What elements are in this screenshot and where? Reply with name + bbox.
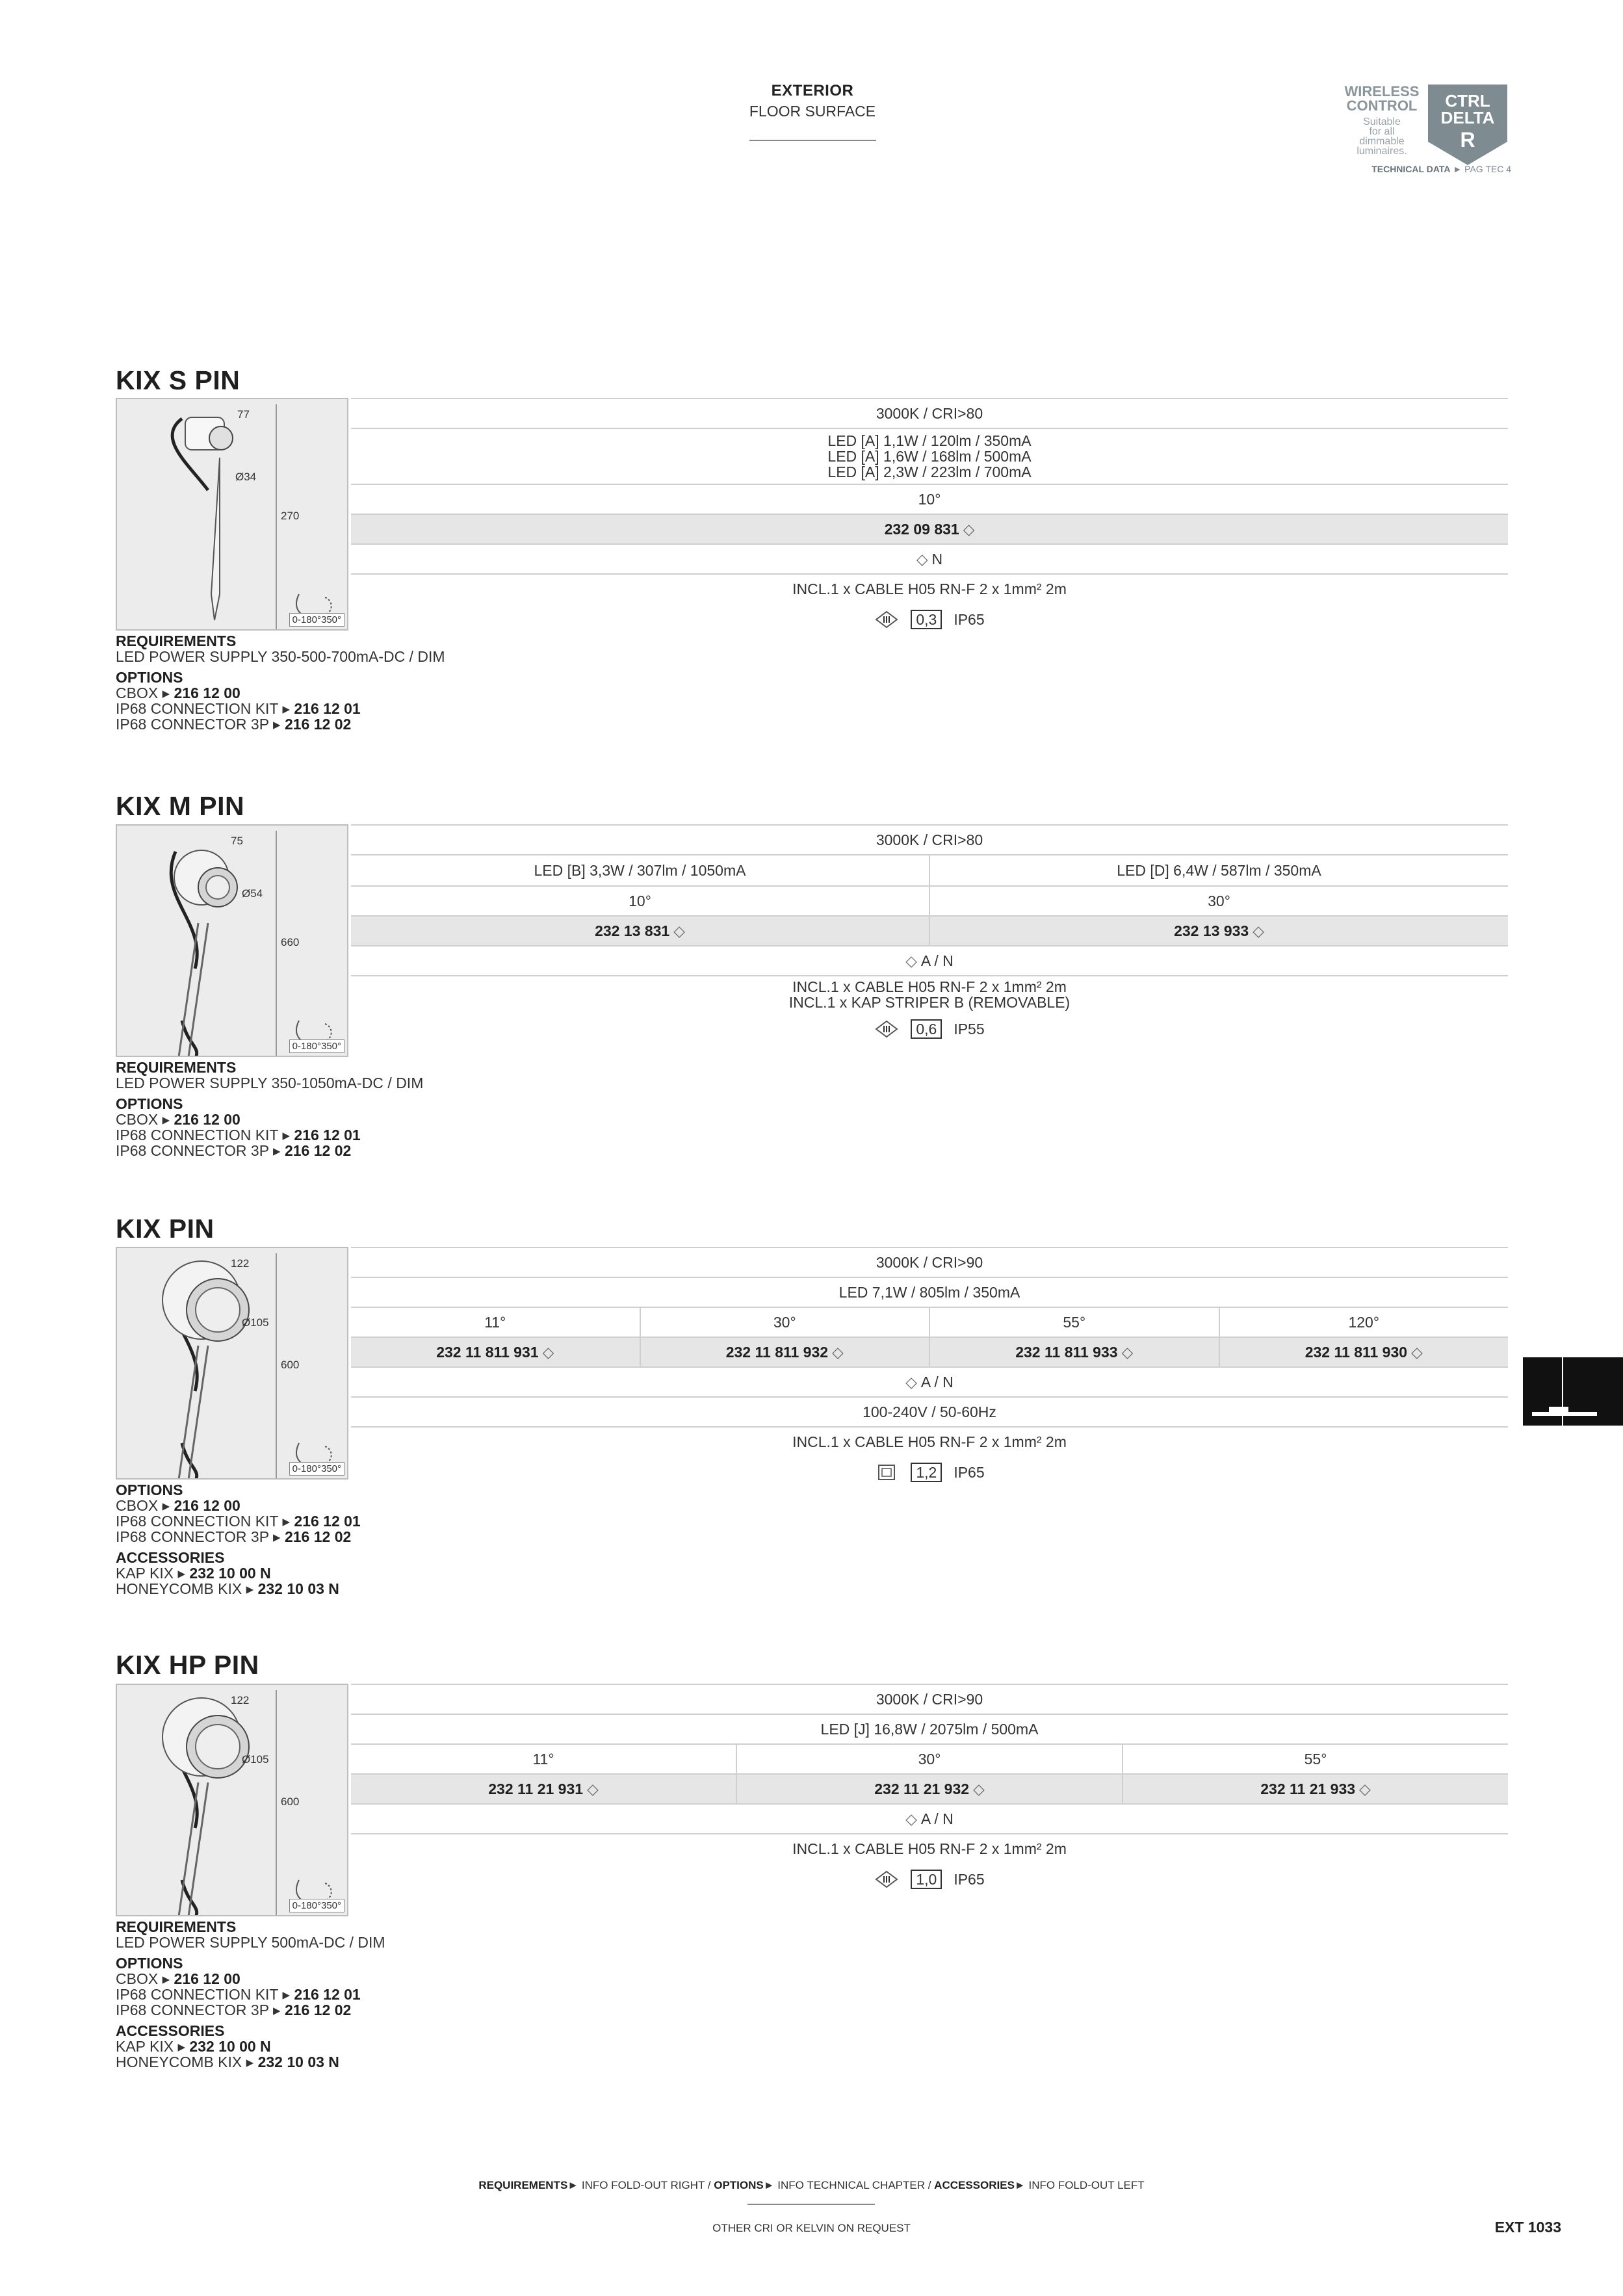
code-row-cell <box>1219 1338 1509 1366</box>
led-row-value: LED [J] 16,8W / 2075lm / 500mA <box>820 1721 1039 1738</box>
led-spec: LED [A] 1,1W / 120lm / 350mA <box>827 432 1032 449</box>
product-drawing <box>116 398 348 631</box>
notes-line <box>116 1112 423 1127</box>
cri-row <box>351 824 1508 854</box>
diamond-icon: ◇ <box>905 1374 917 1390</box>
finish-value: A / N <box>920 1374 954 1390</box>
led-row <box>351 854 1508 885</box>
notes-text: IP68 CONNECTION KIT ▸ <box>116 700 294 717</box>
fixture-drawing-icon <box>117 399 347 629</box>
beam-row <box>351 484 1508 514</box>
beam-row-value: 10° <box>629 893 651 909</box>
accessory-code: 216 12 01 <box>294 1513 361 1530</box>
page-header <box>682 82 942 141</box>
led-row-cell <box>351 429 1508 484</box>
dimension-height: 270 <box>281 510 300 522</box>
fixture-drawing-icon <box>117 1248 347 1478</box>
fixture-drawing-icon <box>117 1685 347 1915</box>
diamond-icon: ◇ <box>1253 922 1264 939</box>
wireless-control-label: WIRELESS CONTROL <box>1344 83 1420 114</box>
product-title: KIX S PIN <box>116 365 240 395</box>
code-row-value: 232 11 811 931 <box>436 1344 539 1361</box>
accessory-code: 216 12 01 <box>294 700 361 717</box>
product-drawing <box>116 1247 348 1480</box>
notes-text: IP68 CONNECTOR 3P ▸ <box>116 2002 285 2018</box>
notes-line <box>116 2002 385 2018</box>
finish-row <box>351 543 1508 573</box>
arrow-icon: ► <box>1453 164 1462 174</box>
diamond-icon: ◇ <box>905 952 917 969</box>
beam-row-value: 11° <box>532 1751 554 1768</box>
code-row-cell <box>736 1775 1122 1803</box>
ip-rating: IP65 <box>954 1871 985 1888</box>
code-row-cell <box>929 917 1508 945</box>
cri-row-cell <box>351 399 1508 428</box>
diamond-icon: ◇ <box>905 1810 917 1827</box>
code-row-value: 232 09 831 <box>884 521 959 538</box>
accessory-code: 216 12 02 <box>284 716 352 733</box>
arrow-icon: ► <box>1014 2179 1026 2191</box>
rotation-range: 0-180°350° <box>289 1462 344 1476</box>
ip-row <box>351 1013 1508 1045</box>
product-drawing <box>116 824 348 1057</box>
led-row <box>351 1714 1508 1743</box>
fixture-drawing-icon <box>117 826 347 1056</box>
beam-row-value: 120° <box>1348 1314 1380 1331</box>
class-iii-icon <box>874 1019 899 1039</box>
notes-text: LED POWER SUPPLY 350-500-700mA-DC / DIM <box>116 648 445 665</box>
header-divider <box>749 140 876 141</box>
product-title: KIX HP PIN <box>116 1650 259 1680</box>
notes-text: LED POWER SUPPLY 350-1050mA-DC / DIM <box>116 1075 424 1091</box>
dimension-height: 600 <box>281 1359 300 1371</box>
diamond-icon: ◇ <box>832 1344 844 1361</box>
accessory-code: 216 12 01 <box>294 1127 361 1143</box>
dimension-width: 122 <box>231 1257 250 1270</box>
notes-text: IP68 CONNECTOR 3P ▸ <box>116 716 285 733</box>
beam-row-cell <box>351 1745 736 1773</box>
led-row <box>351 1277 1508 1307</box>
beam-row <box>351 1743 1508 1773</box>
led-row-value: LED 7,1W / 805lm / 350mA <box>838 1284 1020 1301</box>
ip-cell <box>351 603 1508 636</box>
dimension-width: 122 <box>231 1694 250 1706</box>
code-row-cell <box>351 917 929 945</box>
code-row-cell <box>640 1338 929 1366</box>
notes-line <box>116 701 445 716</box>
notes-text: IP68 CONNECTOR 3P ▸ <box>116 1528 285 1545</box>
code-row-value: 232 11 811 932 <box>725 1344 829 1361</box>
spec-table <box>351 1247 1508 1489</box>
cri-row <box>351 1247 1508 1277</box>
product-drawing <box>116 1684 348 1916</box>
notes-line <box>116 1581 361 1597</box>
dimension-height: 600 <box>281 1795 300 1808</box>
included-item: INCL.1 x KAP STRIPER B (REMOVABLE) <box>788 994 1071 1011</box>
notes-text: IP68 CONNECTOR 3P ▸ <box>116 1142 285 1159</box>
accessory-code: 216 12 01 <box>294 1986 361 2003</box>
delta-label: DELTA <box>1440 108 1495 127</box>
arrow-icon: ► <box>763 2179 775 2191</box>
beam-row-value: 10° <box>918 491 941 508</box>
notes-text: LED POWER SUPPLY 500mA-DC / DIM <box>116 1934 385 1951</box>
beam-row-value: 30° <box>773 1314 796 1331</box>
accessory-code: 216 12 00 <box>174 1970 240 1987</box>
suitable-note: Suitable for all dimmable luminaires. <box>1357 116 1407 157</box>
class-iii-icon <box>874 1870 899 1889</box>
notes-line <box>116 1935 385 1950</box>
included-row <box>351 975 1508 1013</box>
finish-value: A / N <box>920 1810 954 1827</box>
code-row-cell <box>351 1338 640 1366</box>
included-item: INCL.1 x CABLE H05 RN-F 2 x 1mm² 2m <box>792 581 1067 597</box>
floor-fixture-icon <box>1523 1357 1623 1426</box>
voltage-row-value: 100-240V / 50-60Hz <box>863 1403 996 1420</box>
ip-rating: IP65 <box>954 611 985 628</box>
accessory-code: 216 12 02 <box>284 2002 352 2018</box>
beam-row-value: 30° <box>1208 893 1230 909</box>
footer-divider <box>747 2204 875 2205</box>
led-row-value: LED [B] 3,3W / 307lm / 1050mA <box>534 862 746 879</box>
diamond-icon: ◇ <box>673 922 685 939</box>
cri-row-value: 3000K / CRI>80 <box>876 405 983 422</box>
notes-line <box>116 1075 423 1091</box>
dimension-width: 75 <box>231 835 243 847</box>
accessory-code: 232 10 03 N <box>257 1580 339 1597</box>
finish-value: A / N <box>920 952 954 969</box>
beam-row-cell <box>351 1308 640 1337</box>
code-row-value: 232 11 21 932 <box>874 1781 970 1797</box>
ctrl-delta-shield-icon <box>1428 85 1507 165</box>
ip-cell <box>351 1863 1508 1896</box>
finish-value: N <box>931 551 943 567</box>
notes-line <box>116 1498 361 1513</box>
cri-row-value: 3000K / CRI>90 <box>876 1254 983 1271</box>
finish-cell <box>351 946 1508 975</box>
beam-row-cell <box>929 887 1508 915</box>
beam-row-value: 11° <box>484 1314 506 1331</box>
footer-note: OTHER CRI OR KELVIN ON REQUEST <box>712 2222 911 2234</box>
beam-row-cell <box>1219 1308 1509 1337</box>
diamond-icon: ◇ <box>963 521 975 538</box>
led-row-cell <box>351 1278 1508 1307</box>
class-iii-icon <box>874 610 899 629</box>
product-notes <box>116 633 445 732</box>
spec-table <box>351 1684 1508 1896</box>
cri-row-cell <box>351 826 1508 854</box>
notes-line <box>116 1143 423 1158</box>
ip-cell <box>351 1013 1508 1045</box>
notes-heading: OPTIONS <box>116 1095 183 1112</box>
dimension-width: 77 <box>237 408 250 421</box>
notes-text: KAP KIX ▸ <box>116 1565 190 1582</box>
notes-line <box>116 1529 361 1545</box>
footer-legend: REQUIREMENTS► INFO FOLD-OUT RIGHT / OPTIONS► INFO TECHNICAL CHAPTER / ACCESSORIES► INFO FOLD-OUT LEFT <box>478 2179 1145 2191</box>
notes-line <box>116 685 445 701</box>
ip-row <box>351 1863 1508 1896</box>
finish-cell <box>351 545 1508 573</box>
included-row <box>351 1833 1508 1863</box>
finish-row <box>351 1803 1508 1833</box>
beam-row-cell <box>736 1745 1122 1773</box>
dimension-diameter: Ø105 <box>242 1753 269 1766</box>
notes-text: CBOX ▸ <box>116 685 174 701</box>
led-row <box>351 428 1508 484</box>
dimension-diameter: Ø54 <box>242 887 263 900</box>
product-notes <box>116 1919 385 2070</box>
notes-line <box>116 1513 361 1529</box>
ip-rating: IP55 <box>954 1021 985 1037</box>
led-row-cell <box>351 855 929 885</box>
beam-row-cell <box>351 485 1508 514</box>
led-row-cell <box>929 855 1508 885</box>
finish-cell <box>351 1368 1508 1396</box>
diamond-icon: ◇ <box>542 1344 554 1361</box>
code-row-value: 232 13 831 <box>595 922 670 939</box>
cri-row-value: 3000K / CRI>90 <box>876 1691 983 1708</box>
notes-text: CBOX ▸ <box>116 1111 174 1128</box>
code-row <box>351 514 1508 543</box>
accessory-code: 232 10 00 N <box>189 1565 271 1582</box>
notes-text: CBOX ▸ <box>116 1497 174 1514</box>
beam-row <box>351 885 1508 915</box>
chapter-tab <box>1523 1357 1623 1426</box>
product-notes <box>116 1482 361 1597</box>
notes-line <box>116 2039 385 2054</box>
cri-row-cell <box>351 1248 1508 1277</box>
finish-cell <box>351 1805 1508 1833</box>
notes-line <box>116 1127 423 1143</box>
notes-heading: OPTIONS <box>116 669 183 686</box>
ip-row <box>351 603 1508 636</box>
included-cell <box>351 1834 1508 1863</box>
ip-cell <box>351 1456 1508 1489</box>
diamond-icon: ◇ <box>1411 1344 1423 1361</box>
beam-row-cell <box>1122 1745 1508 1773</box>
beam-row-value: 30° <box>918 1751 941 1768</box>
dimension-diameter: Ø105 <box>242 1316 269 1329</box>
page-number: EXT 1033 <box>1494 2219 1561 2236</box>
notes-line <box>116 1565 361 1581</box>
included-cell <box>351 1428 1508 1456</box>
notes-text: CBOX ▸ <box>116 1970 174 1987</box>
ip-rating: IP65 <box>954 1464 985 1481</box>
accessory-code: 216 12 00 <box>174 1111 240 1128</box>
notes-heading: OPTIONS <box>116 1481 183 1498</box>
code-row-value: 232 11 21 931 <box>488 1781 584 1797</box>
accessory-code: 216 12 00 <box>174 1497 240 1514</box>
notes-text: IP68 CONNECTION KIT ▸ <box>116 1127 294 1143</box>
code-row-value: 232 11 811 930 <box>1305 1344 1408 1361</box>
code-row-cell <box>351 515 1508 543</box>
code-row <box>351 915 1508 945</box>
subcategory-title: FLOOR SURFACE <box>749 103 876 120</box>
led-spec: LED [A] 1,6W / 168lm / 500mA <box>827 448 1032 465</box>
accessory-code: 216 12 02 <box>284 1142 352 1159</box>
notes-text: HONEYCOMB KIX ▸ <box>116 2054 258 2070</box>
diamond-icon: ◇ <box>1359 1781 1371 1797</box>
notes-heading: ACCESSORIES <box>116 2022 225 2039</box>
arrow-icon: ► <box>567 2179 579 2191</box>
cri-row <box>351 1684 1508 1714</box>
technical-data-ref: TECHNICAL DATA ► PAG TEC 4 <box>1371 164 1511 174</box>
beam-row-value: 55° <box>1063 1314 1086 1331</box>
finish-row <box>351 1366 1508 1396</box>
included-item: INCL.1 x CABLE H05 RN-F 2 x 1mm² 2m <box>792 1840 1067 1857</box>
code-row-cell <box>351 1775 736 1803</box>
product-title: KIX PIN <box>116 1214 214 1244</box>
notes-line <box>116 716 445 732</box>
voltage-row <box>351 1396 1508 1426</box>
notes-heading: ACCESSORIES <box>116 1549 225 1566</box>
code-row <box>351 1773 1508 1803</box>
notes-heading: REQUIREMENTS <box>116 633 237 649</box>
code-row <box>351 1337 1508 1366</box>
beam-row <box>351 1307 1508 1337</box>
finish-row <box>351 945 1508 975</box>
wireless-control-logo <box>1339 81 1511 178</box>
led-row-value: LED [D] 6,4W / 587lm / 350mA <box>1117 862 1321 879</box>
notes-line <box>116 2054 385 2070</box>
weight-value: 0,3 <box>911 610 942 629</box>
weight-value: 0,6 <box>911 1019 942 1039</box>
included-cell <box>351 976 1508 1013</box>
diamond-icon: ◇ <box>587 1781 599 1797</box>
class-ii-icon <box>874 1463 899 1482</box>
notes-line <box>116 1987 385 2002</box>
weight-value: 1,2 <box>911 1463 942 1482</box>
beam-row-cell <box>640 1308 929 1337</box>
included-row <box>351 1426 1508 1456</box>
product-title: KIX M PIN <box>116 791 245 821</box>
code-row-value: 232 11 21 933 <box>1260 1781 1356 1797</box>
voltage-row-cell <box>351 1398 1508 1426</box>
code-row-cell <box>929 1338 1219 1366</box>
category-title: EXTERIOR <box>771 82 854 99</box>
code-row-cell <box>1122 1775 1508 1803</box>
notes-heading: REQUIREMENTS <box>116 1059 237 1076</box>
rotation-range: 0-180°350° <box>289 1899 344 1912</box>
included-row <box>351 573 1508 603</box>
diamond-icon: ◇ <box>973 1781 985 1797</box>
rotation-range: 0-180°350° <box>289 613 344 627</box>
cri-row-cell <box>351 1685 1508 1714</box>
accessory-code: 232 10 03 N <box>257 2054 339 2070</box>
beam-row-cell <box>929 1308 1219 1337</box>
led-spec: LED [A] 2,3W / 223lm / 700mA <box>827 463 1032 480</box>
code-row-value: 232 11 811 933 <box>1015 1344 1118 1361</box>
rotation-range: 0-180°350° <box>289 1039 344 1053</box>
dimension-diameter: Ø34 <box>235 471 257 483</box>
accessory-code: 216 12 02 <box>284 1528 352 1545</box>
notes-heading: REQUIREMENTS <box>116 1918 237 1935</box>
beam-row-cell <box>351 887 929 915</box>
notes-text: IP68 CONNECTION KIT ▸ <box>116 1986 294 2003</box>
notes-line <box>116 649 445 664</box>
ctrl-label: CTRL <box>1445 91 1490 111</box>
code-row-value: 232 13 933 <box>1174 922 1249 939</box>
included-cell <box>351 575 1508 603</box>
cri-row-value: 3000K / CRI>80 <box>876 831 983 848</box>
led-row-cell <box>351 1715 1508 1743</box>
dimension-height: 660 <box>281 936 300 948</box>
notes-text: KAP KIX ▸ <box>116 2038 190 2055</box>
notes-line <box>116 1971 385 1987</box>
cri-row <box>351 398 1508 428</box>
spec-table <box>351 398 1508 636</box>
accessory-code: 232 10 00 N <box>189 2038 271 2055</box>
notes-text: IP68 CONNECTION KIT ▸ <box>116 1513 294 1530</box>
notes-heading: OPTIONS <box>116 1955 183 1972</box>
spec-table <box>351 824 1508 1045</box>
included-item: INCL.1 x CABLE H05 RN-F 2 x 1mm² 2m <box>792 978 1067 995</box>
accessory-code: 216 12 00 <box>174 685 240 701</box>
diamond-icon: ◇ <box>916 551 928 567</box>
ip-row <box>351 1456 1508 1489</box>
weight-value: 1,0 <box>911 1870 942 1889</box>
product-notes <box>116 1060 423 1158</box>
diamond-icon: ◇ <box>1121 1344 1134 1361</box>
r-label: R <box>1460 128 1475 151</box>
included-item: INCL.1 x CABLE H05 RN-F 2 x 1mm² 2m <box>792 1433 1067 1450</box>
beam-row-value: 55° <box>1304 1751 1327 1768</box>
notes-text: HONEYCOMB KIX ▸ <box>116 1580 258 1597</box>
